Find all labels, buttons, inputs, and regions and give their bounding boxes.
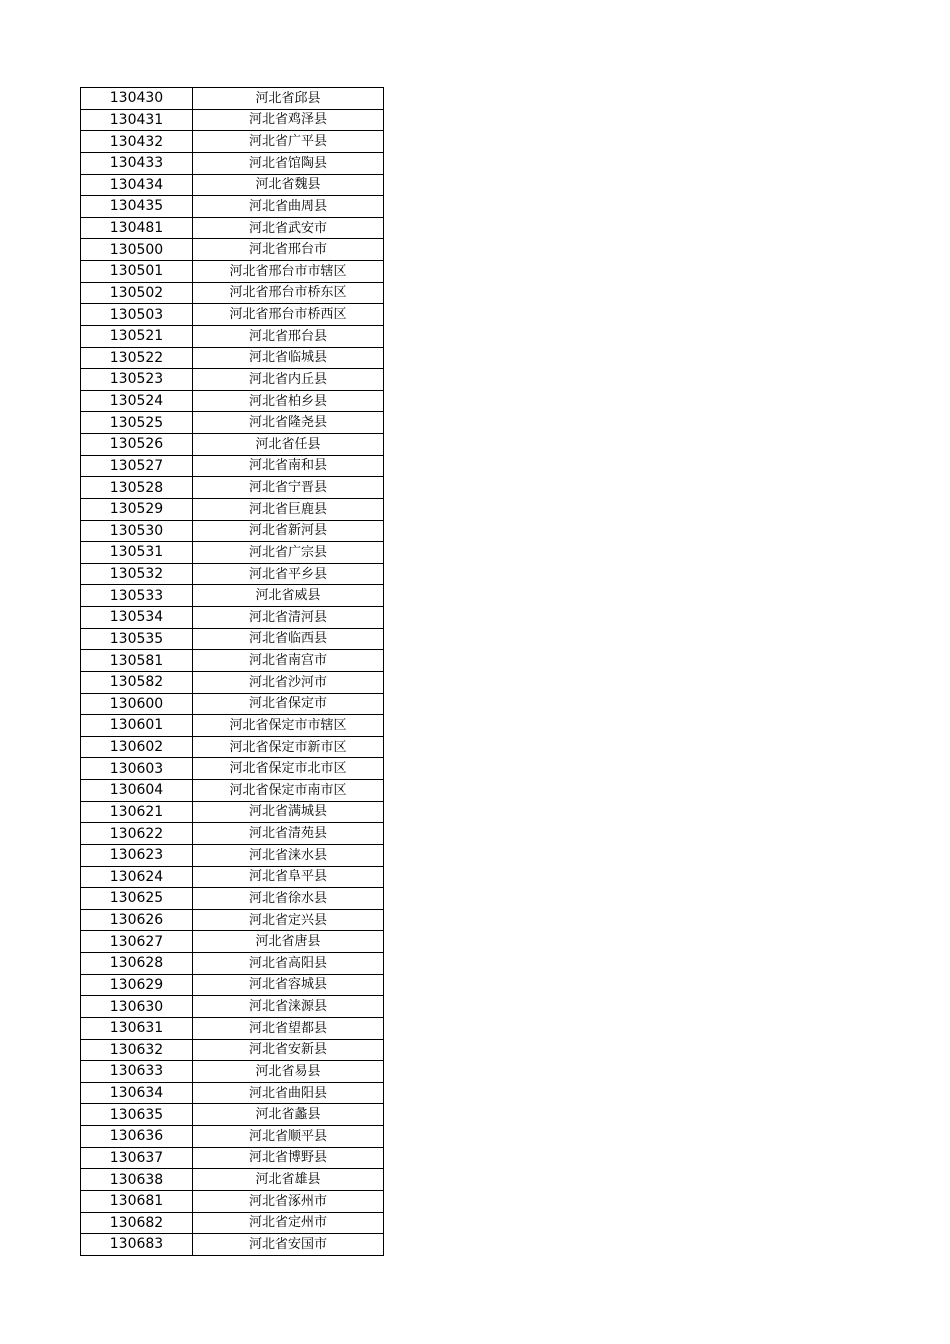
region-code-cell[interactable]: 130581 — [81, 650, 193, 672]
table-row — [81, 1169, 384, 1191]
region-name-cell[interactable]: 河北省定兴县 — [193, 909, 384, 931]
table-row — [81, 1234, 384, 1256]
table-row — [81, 174, 384, 196]
region-code-cell[interactable]: 130582 — [81, 671, 193, 693]
table-row — [81, 109, 384, 131]
region-name-cell[interactable]: 河北省巨鹿县 — [193, 498, 384, 520]
table-row — [81, 498, 384, 520]
region-code-cell[interactable]: 130631 — [81, 1017, 193, 1039]
table-row — [81, 434, 384, 456]
table-row — [81, 628, 384, 650]
region-code-cell[interactable]: 130634 — [81, 1082, 193, 1104]
region-code-cell[interactable]: 130502 — [81, 282, 193, 304]
region-name-cell[interactable]: 河北省博野县 — [193, 1147, 384, 1169]
region-name-cell[interactable]: 河北省隆尧县 — [193, 412, 384, 434]
region-name-cell[interactable]: 河北省徐水县 — [193, 888, 384, 910]
table-row — [81, 520, 384, 542]
region-name-cell[interactable]: 河北省清河县 — [193, 607, 384, 629]
region-code-cell[interactable]: 130602 — [81, 736, 193, 758]
region-name-cell[interactable]: 河北省涞水县 — [193, 844, 384, 866]
table-row — [81, 1039, 384, 1061]
table-row — [81, 369, 384, 391]
region-code-cell[interactable]: 130503 — [81, 304, 193, 326]
table-row — [81, 1017, 384, 1039]
region-code-cell[interactable]: 130526 — [81, 434, 193, 456]
region-name-cell[interactable]: 河北省唐县 — [193, 931, 384, 953]
region-name-cell[interactable]: 河北省阜平县 — [193, 866, 384, 888]
table-row — [81, 1104, 384, 1126]
region-code-cell[interactable]: 130523 — [81, 369, 193, 391]
region-code-cell[interactable]: 130528 — [81, 477, 193, 499]
region-name-cell[interactable]: 河北省内丘县 — [193, 369, 384, 391]
region-name-cell[interactable]: 河北省涿州市 — [193, 1190, 384, 1212]
region-name-cell[interactable]: 河北省武安市 — [193, 217, 384, 239]
table-row — [81, 1126, 384, 1148]
region-code-cell[interactable]: 130682 — [81, 1212, 193, 1234]
region-code-cell[interactable]: 130635 — [81, 1104, 193, 1126]
region-name-cell[interactable]: 河北省易县 — [193, 1061, 384, 1083]
table-row — [81, 542, 384, 564]
region-name-cell[interactable]: 河北省保定市 — [193, 693, 384, 715]
region-code-cell[interactable]: 130603 — [81, 758, 193, 780]
region-name-cell[interactable]: 河北省威县 — [193, 585, 384, 607]
table-row — [81, 1061, 384, 1083]
region-code-cell[interactable]: 130601 — [81, 715, 193, 737]
table-row — [81, 823, 384, 845]
region-name-cell[interactable]: 河北省清苑县 — [193, 823, 384, 845]
region-code-cell[interactable]: 130435 — [81, 196, 193, 218]
region-name-cell[interactable]: 河北省高阳县 — [193, 953, 384, 975]
region-name-cell[interactable]: 河北省保定市市辖区 — [193, 715, 384, 737]
region-name-cell[interactable]: 河北省馆陶县 — [193, 152, 384, 174]
table-row — [81, 715, 384, 737]
region-code-cell[interactable]: 130636 — [81, 1126, 193, 1148]
table-row — [81, 866, 384, 888]
region-name-cell[interactable]: 河北省邢台市桥东区 — [193, 282, 384, 304]
region-name-cell[interactable]: 河北省南宫市 — [193, 650, 384, 672]
table-row — [81, 88, 384, 110]
region-code-cell[interactable]: 130481 — [81, 217, 193, 239]
region-name-cell[interactable]: 河北省柏乡县 — [193, 390, 384, 412]
region-code-table — [80, 87, 384, 1256]
region-code-cell[interactable]: 130521 — [81, 325, 193, 347]
table-row — [81, 261, 384, 283]
region-name-cell[interactable]: 河北省安国市 — [248, 1236, 327, 1252]
table-row — [81, 217, 384, 239]
region-name-cell[interactable]: 河北省南和县 — [193, 455, 384, 477]
table-row — [81, 304, 384, 326]
region-code-cell[interactable]: 130626 — [81, 909, 193, 931]
region-code-cell[interactable]: 130434 — [81, 174, 193, 196]
region-name-cell[interactable]: 河北省满城县 — [193, 801, 384, 823]
table-row — [81, 563, 384, 585]
table-row — [81, 736, 384, 758]
table-row — [81, 152, 384, 174]
table-row — [81, 780, 384, 802]
region-code-cell[interactable]: 130638 — [81, 1169, 193, 1191]
table-row — [81, 1082, 384, 1104]
table-body — [81, 88, 384, 1256]
table-row — [81, 1147, 384, 1169]
region-code-cell[interactable]: 130681 — [81, 1190, 193, 1212]
region-name-cell[interactable]: 河北省新河县 — [193, 520, 384, 542]
region-code-cell[interactable]: 130625 — [81, 888, 193, 910]
table-row — [81, 282, 384, 304]
table-row — [81, 1212, 384, 1234]
table-row — [81, 239, 384, 261]
region-name-cell[interactable]: 河北省广平县 — [193, 131, 384, 153]
table-row — [81, 347, 384, 369]
region-code-cell[interactable]: 130527 — [81, 455, 193, 477]
region-name-cell[interactable]: 河北省曲阳县 — [193, 1082, 384, 1104]
region-code-cell[interactable]: 130604 — [81, 780, 193, 802]
region-code-cell[interactable]: 130525 — [81, 412, 193, 434]
region-code-cell[interactable]: 130637 — [81, 1147, 193, 1169]
table-row — [81, 477, 384, 499]
region-code-cell[interactable]: 130500 — [81, 239, 193, 261]
region-code-cell[interactable]: 130535 — [81, 628, 193, 650]
region-code-cell[interactable]: 130501 — [81, 261, 193, 283]
table-row — [81, 974, 384, 996]
region-name-cell[interactable]: 河北省雄县 — [193, 1169, 384, 1191]
region-name-cell[interactable]: 河北省邢台市桥西区 — [193, 304, 384, 326]
region-code-cell[interactable]: 130532 — [81, 563, 193, 585]
region-name-cell[interactable]: 河北省宁晋县 — [193, 477, 384, 499]
table-row — [81, 585, 384, 607]
region-name-cell[interactable]: 河北省曲周县 — [193, 196, 384, 218]
region-code-cell[interactable]: 130633 — [81, 1061, 193, 1083]
region-code-cell[interactable]: 130683 — [81, 1234, 193, 1256]
region-code-cell[interactable]: 130622 — [81, 823, 193, 845]
region-code-cell[interactable]: 130630 — [81, 996, 193, 1018]
table-row — [81, 844, 384, 866]
region-code-cell[interactable]: 130621 — [81, 801, 193, 823]
region-name-cell[interactable]: 河北省邱县 — [193, 88, 384, 110]
region-code-cell[interactable]: 130530 — [81, 520, 193, 542]
region-name-cell[interactable]: 河北省广宗县 — [193, 542, 384, 564]
region-name-cell[interactable]: 河北省涞源县 — [193, 996, 384, 1018]
region-name-cell[interactable]: 河北省顺平县 — [193, 1126, 384, 1148]
region-name-cell[interactable]: 河北省安新县 — [193, 1039, 384, 1061]
region-name-cell[interactable]: 河北省临西县 — [193, 628, 384, 650]
region-name-cell[interactable]: 河北省魏县 — [193, 174, 384, 196]
region-code-cell[interactable]: 130628 — [81, 953, 193, 975]
region-name-cell[interactable]: 河北省邢台县 — [193, 325, 384, 347]
region-name-cell[interactable]: 河北省望都县 — [193, 1017, 384, 1039]
table-row — [81, 131, 384, 153]
table-row — [81, 390, 384, 412]
table-row — [81, 801, 384, 823]
region-code-cell[interactable]: 130624 — [81, 866, 193, 888]
region-name-cell[interactable]: 河北省保定市新市区 — [193, 736, 384, 758]
region-code-cell[interactable]: 130522 — [81, 347, 193, 369]
region-name-cell[interactable]: 河北省鸡泽县 — [193, 109, 384, 131]
region-code-cell[interactable]: 130600 — [81, 693, 193, 715]
table-row — [81, 607, 384, 629]
region-code-cell[interactable]: 130430 — [81, 88, 193, 110]
table-row — [81, 953, 384, 975]
table-row — [81, 412, 384, 434]
region-code-cell[interactable]: 130524 — [81, 390, 193, 412]
region-code-cell[interactable]: 130533 — [81, 585, 193, 607]
region-code-cell[interactable]: 130627 — [81, 931, 193, 953]
table-row — [81, 931, 384, 953]
table-row — [81, 758, 384, 780]
region-name-cell[interactable]: 河北省容城县 — [193, 974, 384, 996]
region-code-cell[interactable]: 130431 — [81, 109, 193, 131]
region-code-cell[interactable]: 130632 — [81, 1039, 193, 1061]
region-name-cell[interactable]: 河北省任县 — [193, 434, 384, 456]
table-row — [81, 196, 384, 218]
region-code-cell[interactable]: 130531 — [81, 542, 193, 564]
table-row — [81, 1190, 384, 1212]
region-name-cell[interactable]: 河北省平乡县 — [193, 563, 384, 585]
table-row — [81, 650, 384, 672]
region-name-cell[interactable]: 河北省保定市南市区 — [193, 780, 384, 802]
region-code-cell[interactable]: 130433 — [81, 152, 193, 174]
region-name-cell[interactable]: 河北省沙河市 — [193, 671, 384, 693]
table-row — [81, 996, 384, 1018]
region-name-cell[interactable]: 河北省蠡县 — [193, 1104, 384, 1126]
region-code-cell[interactable]: 130629 — [81, 974, 193, 996]
table-row — [81, 693, 384, 715]
region-name-cell[interactable]: 河北省保定市北市区 — [193, 758, 384, 780]
region-name-cell[interactable]: 河北省临城县 — [193, 347, 384, 369]
region-code-cell[interactable]: 130432 — [81, 131, 193, 153]
region-code-cell[interactable]: 130623 — [81, 844, 193, 866]
table-row — [81, 888, 384, 910]
table-row — [81, 909, 384, 931]
region-code-cell[interactable]: 130534 — [81, 607, 193, 629]
table-row — [81, 325, 384, 347]
region-name-cell[interactable]: 河北省邢台市 — [193, 239, 384, 261]
region-code-cell[interactable]: 130529 — [81, 498, 193, 520]
table-row — [81, 455, 384, 477]
region-name-cell[interactable]: 河北省邢台市市辖区 — [193, 261, 384, 283]
region-name-cell[interactable]: 河北省定州市 — [193, 1212, 384, 1234]
table-row — [81, 671, 384, 693]
